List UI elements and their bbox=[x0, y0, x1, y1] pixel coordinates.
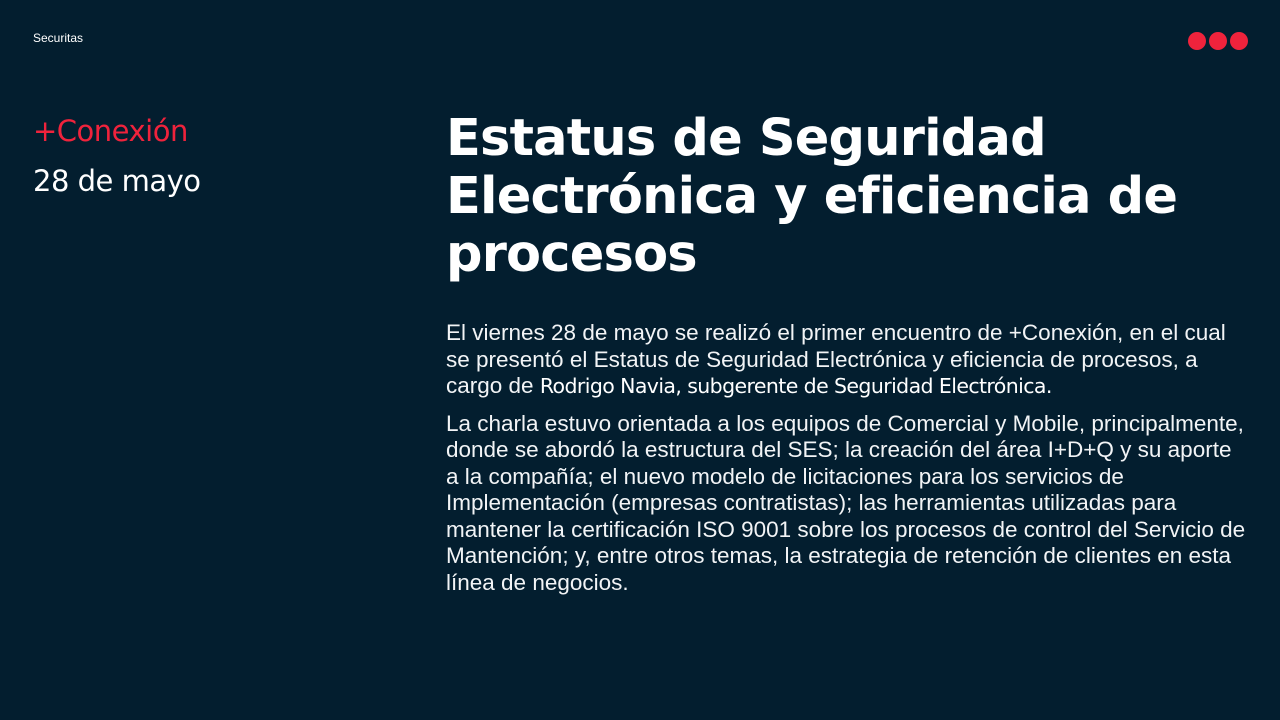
three-dots-icon[interactable] bbox=[1188, 32, 1248, 50]
article-date: 28 de mayo bbox=[33, 164, 201, 198]
dot-icon bbox=[1230, 32, 1248, 50]
speaker-name: Rodrigo Navia, subgerente de Seguridad Electrónica. bbox=[539, 374, 1052, 398]
article-meta bbox=[33, 112, 393, 200]
article-body bbox=[446, 110, 1246, 596]
article-paragraph-1 bbox=[446, 320, 1246, 400]
article-title: Estatus de Seguridad Electrónica y eficiencia de procesos bbox=[446, 109, 1178, 284]
dot-icon bbox=[1188, 32, 1206, 50]
article-paragraph-2: La charla estuvo orientada a los equipos de Comercial y Mobile, principalmente, donde se abordó la estructura del SES; la creación del área I+D+Q y su aporte a la compañía; el nuevo modelo de licitaciones para los servicios de Implementación (empresas contratistas); las herramientas utilizadas para mantener la certificación ISO 9001 sobre los procesos de control del Servicio de Mantención; y, entre otros temas, la estrategia de retención de clientes en esta línea de negocios. bbox=[446, 410, 1246, 595]
dot-icon bbox=[1209, 32, 1227, 50]
brand-name: Securitas bbox=[33, 31, 84, 45]
paragraph-1-text: El viernes 28 de mayo se realizó el primer encuentro de +Conexión, en el cual se presentó el Estatus de Seguridad Electrónica y eficiencia de procesos, a cargo de bbox=[446, 320, 1226, 398]
section-tag: +Conexión bbox=[33, 114, 188, 148]
